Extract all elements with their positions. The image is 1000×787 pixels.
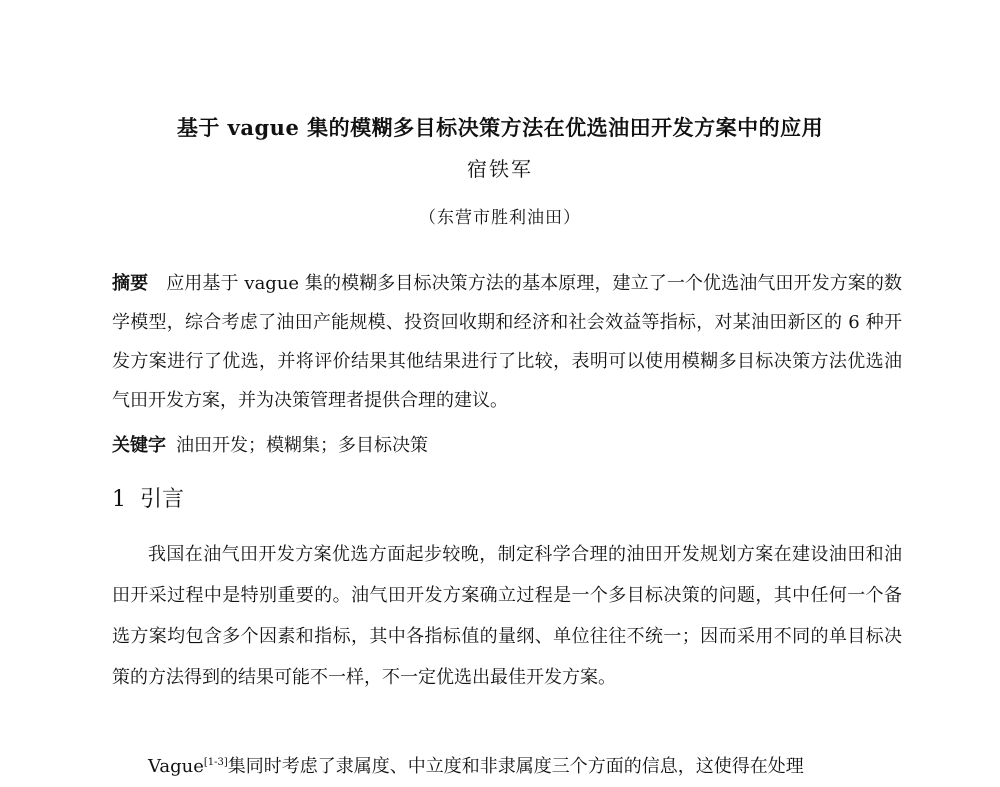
paragraph-2-rest: 集同时考虑了隶属度、中立度和非隶属度三个方面的信息，这使得在处理 [227, 756, 804, 777]
section-heading [112, 482, 184, 513]
section-title: 引言 [140, 487, 185, 512]
body-paragraph-2 [112, 742, 902, 787]
abstract-label: 摘要 [112, 273, 149, 294]
keywords [112, 432, 902, 460]
abstract [112, 264, 902, 420]
author-affiliation: （东营市胜利油田） [419, 208, 581, 228]
keywords-text: 油田开发；模糊集；多目标决策 [176, 435, 428, 456]
paragraph-2-start: Vague [148, 756, 204, 777]
author-name: 宿铁军 [467, 157, 533, 181]
section-number: 1 [112, 487, 126, 512]
abstract-text: 应用基于 vague 集的模糊多目标决策方法的基本原理，建立了一个优选油气田开发方案的数学模型，综合考虑了油田产能规模、投资回收期和经济和社会效益等指标，对某油田新区的 6 种开发方案进行了优选，并将评价结果其他结果进行了比较，表明可以使用模糊多目标决策方法优选油气田开发方案，并为决策管理者提供合理的建议。 [112, 273, 903, 411]
citation: [1-3] [203, 757, 228, 768]
body-paragraph-1: 我国在油气田开发方案优选方面起步较晚，制定科学合理的油田开发规划方案在建设油田和油田开采过程中是特别重要的。油气田开发方案确立过程是一个多目标决策的问题，其中任何一个备选方案均包含多个因素和指标，其中各指标值的量纲、单位往往不统一；因而采用不同的单目标决策的方法得到的结果可能不一样，不一定优选出最佳开发方案。 [112, 544, 902, 688]
keywords-label: 关键字 [112, 435, 166, 456]
paper-title: 基于 vague 集的模糊多目标决策方法在优选油田开发方案中的应用 [176, 115, 824, 140]
